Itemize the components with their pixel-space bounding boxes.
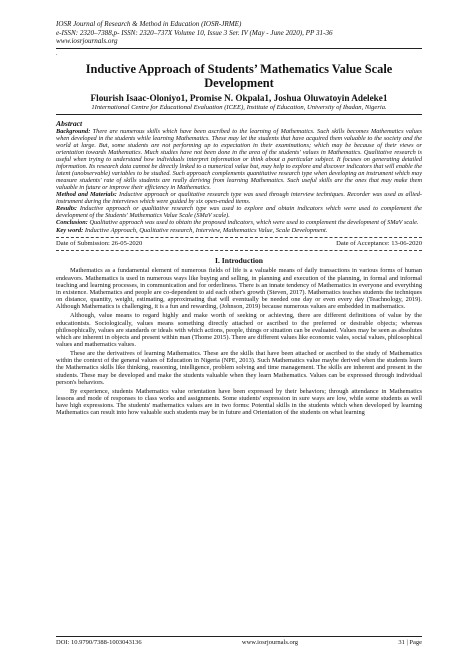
background-label: Background: (56, 127, 91, 135)
journal-issn: e-ISSN: 2320–7388,p- ISSN: 2320–737X Volume 10, Issue 3 Ser. IV (May - June 2020), PP 31-36 (56, 28, 333, 37)
footer-page: 31 | Page (398, 639, 422, 646)
abstract-heading: Abstract (56, 118, 83, 128)
conclusion-text: Qualitative approach was used to obtain the proposed indicators, which were used to complement the development of SMaV scale. (89, 219, 419, 227)
header-rule (56, 48, 422, 49)
dates-bottom-rule (56, 250, 422, 251)
journal-url[interactable]: www.iosrjournals.org (56, 37, 118, 46)
results-label: Results: (56, 205, 77, 213)
intro-paragraph-4: By experience, students Mathematics value orientation have been expressed by their behaviors; through attendance in Mathematics lessons and mode of responses to class works and assignments. Some students' expression in sure ways are low, while some students as well have high expressions. The students' mathematics values are in two forms: Potential skills in the students which when developed by learning Mathematics can result into how valuable such students may be in future and Orientation of the students on what learning (56, 387, 422, 417)
intro-paragraph-1: Mathematics as a fundamental element of numerous fields of life is a valuable means of daily transactions in various forms of human endeavors. Mathematics is used in numerous ways like buying and selling, in planning and execution of the planning, in formal and informal teaching and learning processes, in communication and for orderliness. There is an innate tendency of Mathematics in everyone and everything in existence. Mathematics and people are co-dependent to aid each other's growth (Steven, 2017). Mathematics teaches students the techniques on distance, quantity, weight, estimating, approximating that will eventually be needed one day or even every day (Teachnology, 2019). Although Mathematics is challenging, it is a fun and rewarding, (Johnson, 2019) because numerous values are embedded in mathematics. (56, 267, 422, 311)
keywords-text: Inductive Approach, Qualitative research, Interview, Mathematics Value, Scale Development. (84, 227, 328, 235)
intro-paragraph-3: These are the derivatives of learning Mathematics. These are the skills that have been attached or ascribed to the study of Mathematics within the context of the general values of Education in Nigeria (NPE, 2013). Such Mathematics value maybe derived when the students learn the Mathematics skills like thinking, reasoning, intelligence, problem solving and time management. The skills are inherent and present in the students. These may be developed and make the students valuable when they learn Mathematics. Values can be expressed through individual person's behaviors. (56, 350, 422, 386)
results-text: Inductive approach or qualitative research type was used to explore and obtain indicators which were used to complement the development of the Students' Mathematics Value Scale (SMaV scale). (56, 205, 422, 220)
author-list: Flourish Isaac-Oloniyo1, Promise N. Okpala1, Joshua Oluwatoyin Adeleke1 (90, 92, 388, 103)
author-affiliation: 1International Centre for Educational Evaluation (ICEE), Institute of Education, University of Ibadan, Nigeria. (91, 103, 387, 111)
paper-title: Inductive Approach of Students’ Mathematics Value Scale Development (85, 61, 393, 90)
abstract-top-rule (56, 114, 422, 115)
keywords-label: Key word: (56, 227, 84, 235)
abstract-background (56, 128, 422, 191)
abstract-conclusion (56, 219, 422, 226)
keywords (56, 227, 422, 235)
journal-header (56, 20, 422, 46)
background-text: There are numerous skills which have been ascribed to the learning of Mathematics. Such skills becomes Mathematics values when developed in the students while learning Mathematics. These may let the students that have acquired them valuable to the society and the world at large. But, some students are not performing up to expectation in their examinations; which may be because of their views or orientation towards Mathematics. Much studies have not been done in the area of the students' values in Mathematics. Qualitative research is useful when trying to understand how individuals interpret information or think about a particular subject. It focuses on generating detailed information. Its research data cannot be directly linked to a numerical value but, may help to explore and discover indicators that will enable the latent (unobservable) variables to be studied. Such approach complements quantitative research type when developing an instrument which may measure students' rate of skills students are really deriving from learning Mathematics. Such useful skills are the ones that may make them valuable in future or improve their efficiency in Mathematics. (56, 127, 422, 192)
journal-name: IOSR Journal of Research & Method in Education (IOSR-JRME) (56, 20, 242, 28)
conclusion-label: Conclusion: (56, 219, 88, 227)
section-heading: I. Introduction (215, 256, 263, 266)
paper-page (56, 20, 422, 419)
dates-row (56, 240, 422, 248)
footer-doi: DOI: 10.9790/7388-1003043136 (56, 639, 142, 646)
footer-rule (56, 636, 422, 637)
acceptance-date: Date of Acceptance: 13-06-2020 (336, 240, 422, 248)
footer-site[interactable]: www.iosrjournals.org (241, 639, 299, 646)
methods-text: Inductive approach or qualitative research type was used through interview techniques. Recorder was used as allied-instrument during the interviews which were guided by six open-ended items. (56, 191, 422, 206)
footer-row (56, 639, 422, 647)
dates-top-rule (56, 237, 422, 238)
abstract-methods (56, 191, 422, 205)
page-footer (56, 634, 422, 647)
intro-paragraph-2: Although, value means to regard highly and make worth of seeking or achieving, there are different definitions of value by the educationists. Sociologically, values means something directly attached or ascribed to the preferred or desirable objects; whereas philosophically, values are standards or ideals with which actions, people, things or situation can be evaluated. Values may be seen as absolutes which are inherent in objects and present within man (Thome 2015). There are different values like economic vales, social values, philosophical values and mathematics values. (56, 312, 422, 348)
methods-label: Method and Materials: (56, 191, 117, 199)
header-dot: . (56, 50, 58, 57)
abstract-results (56, 205, 422, 219)
submission-date: Date of Submission: 26-05-2020 (56, 240, 143, 248)
